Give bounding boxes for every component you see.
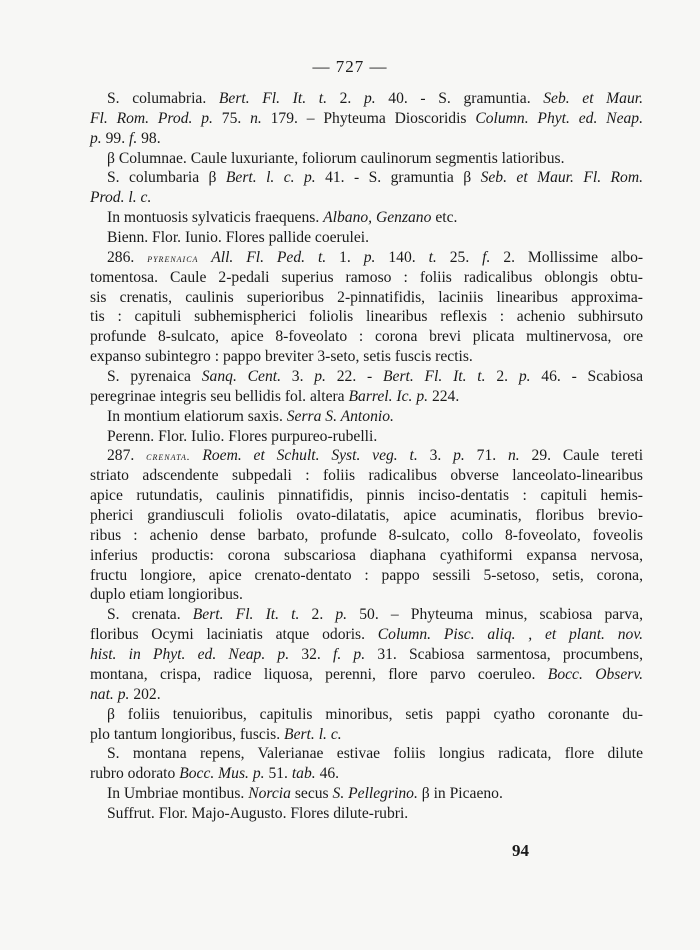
text-line bbox=[90, 744, 643, 764]
text-line bbox=[90, 685, 643, 705]
text-segment: 71. bbox=[476, 447, 508, 465]
text-line bbox=[90, 506, 643, 526]
text-line bbox=[90, 149, 643, 169]
text-segment: duplo etiam longioribus. bbox=[90, 586, 243, 604]
text-segment: β Columnae. Caule luxuriante, foliorum caulinorum segmentis latioribus. bbox=[107, 149, 565, 167]
text-segment: 40. - S. gramuntia. bbox=[388, 90, 544, 107]
italic-citation: All. Fl. Ped. t. bbox=[211, 248, 340, 266]
text-segment: 3. bbox=[429, 447, 454, 465]
text-line bbox=[90, 327, 643, 347]
text-line bbox=[90, 129, 643, 149]
text-line bbox=[90, 645, 643, 665]
italic-citation: Norcia bbox=[248, 785, 295, 803]
text-segment: Bienn. Flor. Iunio. Flores pallide coerulei. bbox=[107, 229, 370, 247]
species-name: crenata. bbox=[146, 451, 203, 464]
text-line bbox=[90, 168, 643, 188]
text-line bbox=[90, 248, 643, 268]
text-segment: plo tantum longioribus, fuscis. bbox=[90, 725, 285, 743]
text-segment: profunde 8-sulcato, apice 8-foveolato : corona brevi plicata multinervosa, ore bbox=[90, 328, 643, 346]
text-segment: 31. Scabiosa sarmentosa, procumbens, bbox=[377, 646, 643, 664]
italic-citation: p. bbox=[518, 368, 542, 386]
italic-citation: S. Pellegrino. bbox=[332, 785, 422, 803]
text-segment: β in Picaeno. bbox=[421, 785, 503, 803]
text-line bbox=[90, 89, 643, 109]
text-line bbox=[90, 347, 643, 367]
text-segment: fructu longiore, apice crenato-dentato : pappo sessili 5-setoso, setis, corona, bbox=[90, 566, 643, 584]
text-segment: striato adscendente subpedali : foliis radicalibus obverse lanceolato-linearibus bbox=[90, 467, 643, 485]
italic-citation: f. bbox=[482, 248, 504, 266]
text-line bbox=[90, 705, 643, 725]
text-segment: 2. bbox=[339, 90, 364, 107]
text-line bbox=[90, 228, 643, 248]
italic-citation: Bocc. Observ. bbox=[547, 665, 643, 683]
italic-citation: Bert. Fl. It. t. bbox=[192, 606, 312, 624]
text-segment: β foliis tenuioribus, capitulis minoribus, setis pappi cyatho coronante du- bbox=[107, 705, 643, 723]
text-segment: Suffrut. Flor. Majo-Augusto. Flores dilute-rubri. bbox=[107, 804, 409, 822]
text-segment: floribus Ocymi laciniatis atque odoris. bbox=[90, 626, 378, 644]
text-segment: 75. bbox=[221, 109, 251, 127]
text-segment: 2. bbox=[311, 606, 336, 624]
text-segment: S. montana repens, Valerianae estivae foliis longius radicata, flore dilute bbox=[107, 745, 643, 763]
text-segment: 1. bbox=[339, 248, 364, 266]
text-segment: expanso subintegro : pappo breviter 3-seto, setis fuscis rectis. bbox=[90, 348, 473, 366]
italic-citation: Albano, Genzano bbox=[323, 209, 436, 227]
body-text bbox=[90, 89, 643, 824]
italic-citation: p. bbox=[363, 90, 389, 107]
text-segment: rubro odorato bbox=[90, 765, 180, 783]
text-line bbox=[90, 605, 643, 625]
text-segment: 2. Mollissime albo- bbox=[503, 248, 644, 266]
italic-citation: p. bbox=[363, 248, 389, 266]
text-segment: S. columbaria β bbox=[107, 169, 226, 187]
italic-citation: Bert. l. c. bbox=[284, 725, 342, 743]
text-segment: 287. bbox=[107, 447, 147, 465]
italic-citation: t. bbox=[428, 248, 450, 266]
text-line bbox=[90, 208, 643, 228]
text-segment: 25. bbox=[449, 248, 483, 266]
text-segment: S. pyrenaica bbox=[107, 368, 202, 386]
text-segment: 202. bbox=[133, 685, 161, 703]
text-segment: Perenn. Flor. Iulio. Flores purpureo-rubelli. bbox=[107, 427, 378, 445]
text-segment: In montium elatiorum saxis. bbox=[107, 407, 287, 425]
italic-citation: Bert. l. c. p. bbox=[225, 169, 326, 187]
species-name: pyrenaica bbox=[147, 252, 212, 265]
italic-citation: Serra S. Antonio. bbox=[286, 407, 394, 425]
italic-citation: tab. bbox=[291, 765, 320, 783]
italic-citation: p. bbox=[90, 129, 106, 147]
text-segment: 50. – Phyteuma minus, scabiosa parva, bbox=[359, 606, 643, 624]
text-segment: 51. bbox=[268, 765, 292, 783]
text-line bbox=[90, 585, 643, 605]
italic-citation: Sanq. Cent. bbox=[201, 368, 292, 386]
text-segment: 224. bbox=[431, 387, 460, 405]
italic-citation: Prod. l. c. bbox=[90, 189, 152, 207]
text-line bbox=[90, 526, 643, 546]
signature-mark: 94 bbox=[512, 841, 529, 860]
text-segment: peregrinae integris seu bellidis fol. altera bbox=[90, 387, 349, 405]
italic-citation: Seb. et Maur. Fl. Rom. bbox=[480, 169, 643, 187]
text-segment: tis : capituli subhemispherici foliolis linearibus reflexis : achenio subhirsuto bbox=[90, 308, 643, 326]
italic-citation: Roem. et Schult. Syst. veg. t. bbox=[202, 447, 430, 465]
text-segment: secus bbox=[294, 785, 333, 803]
text-line bbox=[90, 486, 643, 506]
text-line bbox=[90, 109, 643, 129]
text-line bbox=[90, 307, 643, 327]
italic-citation: Column. Pisc. aliq. , et plant. nov. bbox=[377, 626, 643, 644]
text-segment: etc. bbox=[435, 209, 458, 227]
italic-citation: Bert. Fl. It. t. bbox=[218, 90, 340, 107]
text-segment: 32. bbox=[301, 646, 333, 664]
text-segment: 286. bbox=[107, 248, 148, 266]
text-line bbox=[90, 466, 643, 486]
italic-citation: f. p. bbox=[333, 646, 378, 664]
italic-citation: p. bbox=[314, 368, 337, 386]
text-line bbox=[90, 665, 643, 685]
text-line bbox=[90, 625, 643, 645]
text-segment: In montuosis sylvaticis fraequens. bbox=[107, 209, 324, 227]
italic-citation: Barrel. Ic. p. bbox=[348, 387, 432, 405]
text-segment: S. columabria. bbox=[107, 90, 219, 107]
text-segment: In Umbriae montibus. bbox=[107, 785, 249, 803]
text-line bbox=[90, 288, 643, 308]
italic-citation: n. bbox=[250, 109, 271, 127]
italic-citation: hist. in Phyt. ed. Neap. p. bbox=[90, 646, 302, 664]
text-segment: 2. bbox=[496, 368, 519, 386]
italic-citation: p. bbox=[335, 606, 360, 624]
text-line bbox=[90, 784, 643, 804]
text-line bbox=[90, 804, 643, 824]
italic-citation: Bocc. Mus. p. bbox=[179, 765, 269, 783]
text-segment: 99. bbox=[105, 129, 129, 147]
text-segment: S. crenata. bbox=[107, 606, 193, 624]
text-line bbox=[90, 188, 643, 208]
text-segment: 140. bbox=[388, 248, 429, 266]
text-segment: tomentosa. Caule 2-pedali superius ramoso : foliis radicalibus oblongis obtu- bbox=[90, 268, 643, 286]
text-segment: 29. Caule tereti bbox=[531, 447, 644, 465]
italic-citation: f. bbox=[128, 129, 142, 147]
italic-citation: nat. p. bbox=[90, 685, 134, 703]
text-segment: ribus : achenio dense barbato, profunde 8-sulcato, collo 8-foveolato, foveolis bbox=[90, 526, 643, 544]
text-segment: 98. bbox=[141, 129, 161, 147]
page-number: — 727 — bbox=[312, 57, 388, 76]
italic-citation: Seb. et Maur. bbox=[543, 90, 643, 107]
text-segment: inferius productis: corona subscariosa diaphana cyathiformi expansa nervosa, bbox=[90, 546, 643, 564]
italic-citation: p. bbox=[453, 447, 477, 465]
italic-citation: Bert. Fl. It. t. bbox=[383, 368, 497, 386]
text-segment: 22. - bbox=[336, 368, 383, 386]
text-segment: sis crenatis, caulinis superioribus 2-pinnatifidis, laciniis linearibus approxima- bbox=[90, 288, 643, 306]
text-segment: pherici grandiusculi foliolis ovato-dilatatis, apice acuminatis, floribus brevio- bbox=[90, 507, 643, 525]
text-line bbox=[90, 446, 643, 466]
italic-citation: Column. Phyt. ed. Neap. bbox=[475, 109, 643, 127]
text-segment: 41. - S. gramuntia β bbox=[325, 169, 481, 187]
text-line bbox=[90, 268, 643, 288]
text-line bbox=[90, 546, 643, 566]
text-line bbox=[90, 407, 643, 427]
text-segment: 179. – Phyteuma Dioscoridis bbox=[270, 109, 476, 127]
text-segment: 46. bbox=[319, 765, 340, 783]
text-segment: montana, crispa, radice liquosa, perenni, flore parvo coeruleo. bbox=[90, 665, 548, 683]
text-segment: 3. bbox=[291, 368, 315, 386]
text-segment: 46. - Scabiosa bbox=[541, 368, 643, 386]
italic-citation: Fl. Rom. Prod. p. bbox=[90, 109, 222, 127]
text-line bbox=[90, 367, 643, 387]
italic-citation: n. bbox=[507, 447, 532, 465]
text-line bbox=[90, 566, 643, 586]
text-line bbox=[90, 764, 643, 784]
text-segment: apice rutundatis, caulinis pinnatifidis, pinnis inciso-dentatis : capituli hemis- bbox=[90, 487, 643, 505]
text-line bbox=[90, 387, 643, 407]
text-line bbox=[90, 427, 643, 447]
text-line bbox=[90, 725, 643, 745]
